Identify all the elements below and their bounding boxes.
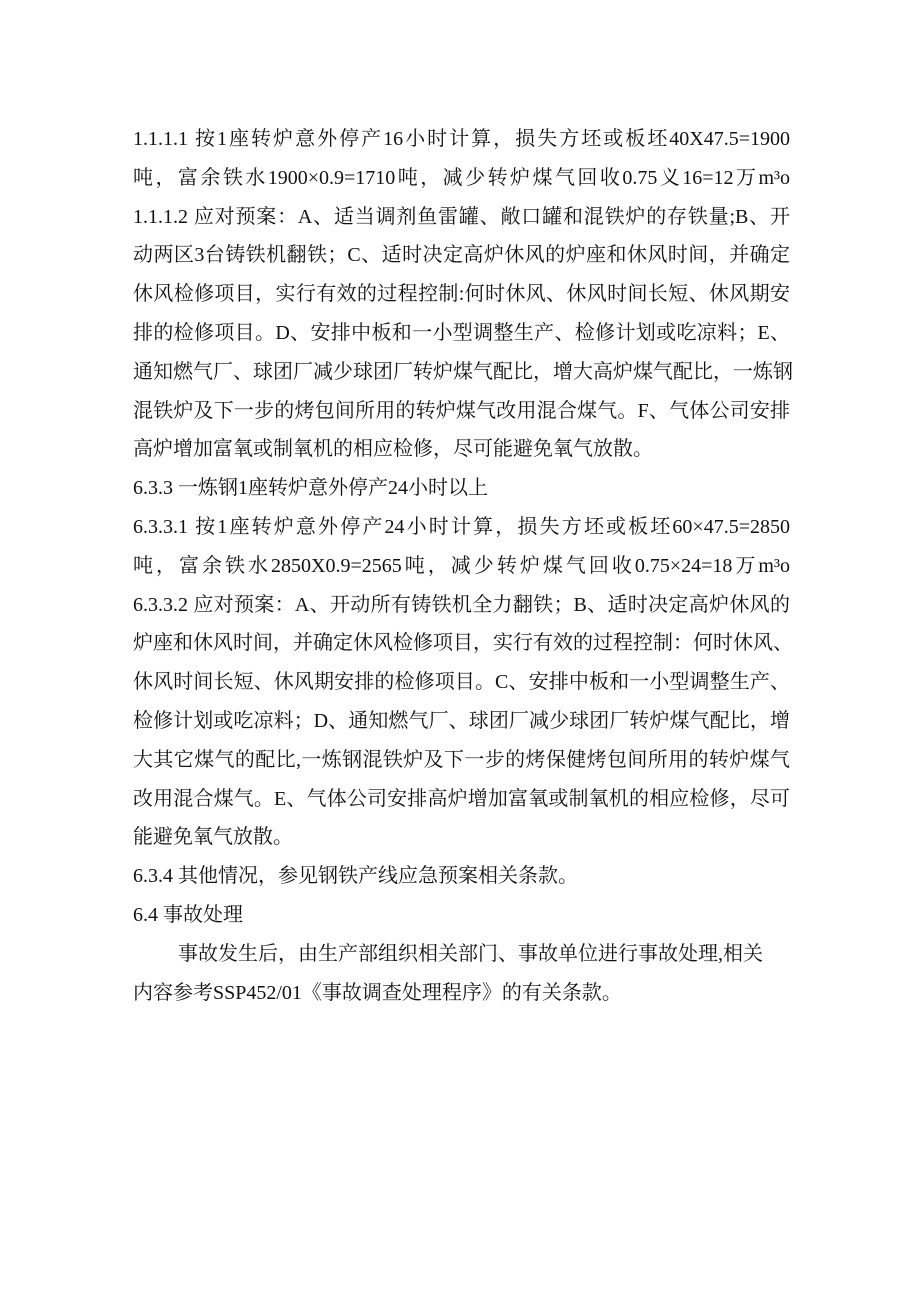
text-line: 动两区3台铸铁机翻铁；C、适时决定高炉休风的炉座和休风时间，并确定 [133,244,790,267]
text-line: 1.1.1.2 应对预案：A、适当调剂鱼雷罐、敞口罐和混铁炉的存铁量;B、开 [133,205,790,228]
text-line: 能避免氧气放散。 [133,826,293,849]
text-line: 事故发生后，由生产部组织相关部门、事故单位进行事故处理,相关 [178,942,763,965]
text-line: 混铁炉及下一步的烤包间所用的转炉煤气改用混合煤气。F、气体公司安排 [133,399,790,422]
text-line: 排的检修项目。D、安排中板和一小型调整生产、检修计划或吃凉料；E、 [133,321,790,344]
text-line: 1.1.1.1 按1座转炉意外停产16小时计算，损失方坯或板坯40X47.5=1900 [133,128,790,150]
text-line: 6.3.3 一炼钢1座转炉意外停产24小时以上 [133,477,488,500]
text-line: 6.3.4 其他情况，参见钢铁产线应急预案相关条款。 [133,865,578,888]
text-line: 改用混合煤气。E、气体公司安排高炉增加富氧或制氧机的相应检修，尽可 [133,787,790,810]
text-line: 休风检修项目，实行有效的过程控制:何时休风、休风时间长短、休风期安 [133,283,790,306]
text-line: 6.3.3.2 应对预案：A、开动所有铸铁机全力翻铁；B、适时决定高炉休风的 [133,593,790,616]
text-line: 大其它煤气的配比,一炼钢混铁炉及下一步的烤保健烤包间所用的转炉煤气 [133,748,790,771]
text-line: 检修计划或吃凉料；D、通知燃气厂、球团厂减少球团厂转炉煤气配比，增 [133,709,790,732]
text-line: 内容参考SSP452/01《事故调查处理程序》的有关条款。 [133,981,622,1004]
text-line: 通知燃气厂、球团厂减少球团厂转炉煤气配比，增大高炉煤气配比，一炼钢 [133,360,793,383]
text-line: 6.3.3.1 按1座转炉意外停产24小时计算，损失方坯或板坯60×47.5=2850 [133,515,790,538]
text-line: 6.4 事故处理 [133,903,243,926]
text-line: 高炉增加富氧或制氧机的相应检修，尽可能避免氧气放散。 [133,438,653,461]
text-line: 吨，富余铁水2850X0.9=2565吨，减少转炉煤气回收0.75×24=18万m³o [133,554,790,577]
text-line: 吨，富余铁水1900×0.9=1710吨，减少转炉煤气回收0.75义16=12万m³o [133,166,790,189]
document-page [133,120,793,1012]
text-line: 休风时间长短、休风期安排的检修项目。C、安排中板和一小型调整生产、 [133,671,790,694]
text-line: 炉座和休风时间，并确定休风检修项目，实行有效的过程控制：何时休风、 [133,632,793,655]
